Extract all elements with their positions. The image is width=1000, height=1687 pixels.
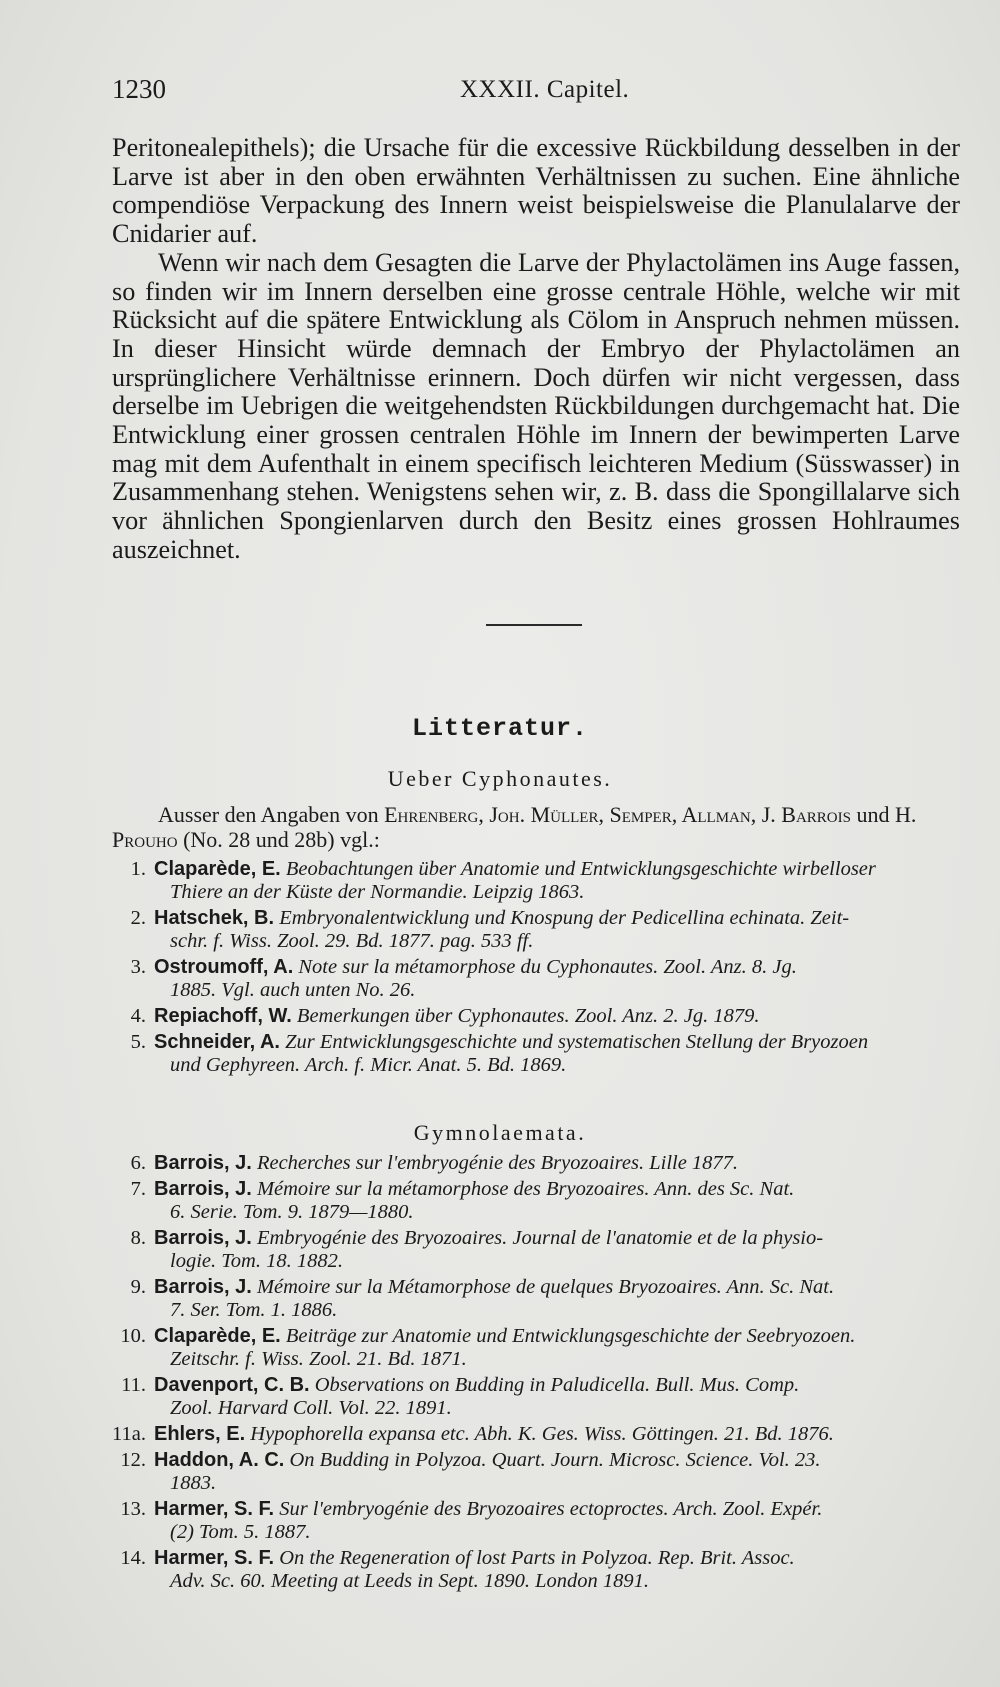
reference-continuation: 1883. — [170, 1472, 217, 1494]
chapter-title: XXXII. Capitel. — [460, 76, 630, 103]
reference-entry — [112, 1152, 960, 1175]
reference-title: Sur l'embryogénie des Bryozoaires ectoproctes. Arch. Zool. Expér. — [279, 1498, 823, 1520]
reference-author: Repiachoff, W. — [154, 1005, 292, 1027]
reference-continuation: 7. Ser. Tom. 1. 1886. — [170, 1299, 338, 1321]
reference-continuation: 1885. Vgl. auch unten No. 26. — [170, 979, 416, 1001]
reference-entry — [112, 1449, 960, 1495]
intro-name-2: H. Prouho — [112, 802, 917, 852]
reference-title: Mémoire sur la Métamorphose de quelques Bryozoaires. Ann. Sc. Nat. — [256, 1276, 835, 1298]
reference-author: Davenport, C. B. — [154, 1374, 310, 1396]
reference-title: Embryogénie des Bryozoaires. Journal de l'anatomie et de la physio- — [256, 1227, 824, 1249]
reference-author: Claparède, E. — [154, 858, 281, 880]
reference-author: Harmer, S. F. — [154, 1547, 275, 1569]
reference-body — [154, 1498, 960, 1544]
reference-number: 14. — [120, 1547, 146, 1569]
reference-entry — [112, 1031, 960, 1077]
reference-title: Bemerkungen über Cyphonautes. Zool. Anz. 2. Jg. 1879. — [296, 1005, 760, 1027]
reference-number: 11a. — [112, 1423, 146, 1445]
reference-author: Haddon, A. C. — [154, 1449, 285, 1471]
intro-text-3: (No. 28 und 28b) vgl.: — [183, 827, 380, 852]
reference-body — [154, 1547, 960, 1593]
reference-title: Mémoire sur la métamorphose des Bryozoaires. Ann. des Sc. Nat. — [256, 1178, 795, 1200]
reference-body — [154, 1374, 960, 1420]
reference-title: On the Regeneration of lost Parts in Polyzoa. Rep. Brit. Assoc. — [279, 1547, 795, 1569]
paragraph-1: Peritonealepithels); die Ursache für die excessive Rückbildung desselben in der Larve ist aber in den oben erwähnten Verhältnissen zu suchen. Eine ähnliche compendiöse Verpackung des Innern weist beispielsweise die Planulalarve der Cnidarier auf. — [112, 133, 960, 249]
reference-entry — [112, 1423, 960, 1446]
reference-number: 3. — [130, 956, 146, 978]
intro-text-1: Ausser den Angaben von — [158, 802, 379, 827]
reference-author: Ehlers, E. — [154, 1423, 246, 1445]
reference-entry — [112, 1276, 960, 1322]
reference-body — [154, 1325, 960, 1371]
reference-body — [154, 1276, 960, 1322]
reference-continuation: Thiere an der Küste der Normandie. Leipzig 1863. — [170, 881, 585, 903]
reference-author: Ostroumoff, A. — [154, 956, 294, 978]
reference-entry — [112, 907, 960, 953]
intro-text-2: und — [856, 802, 890, 827]
literature-heading: Litteratur. — [411, 714, 589, 743]
reference-body — [154, 1031, 960, 1077]
reference-number: 6. — [130, 1152, 146, 1174]
reference-entry — [112, 1547, 960, 1593]
reference-title: Hypophorella expansa etc. Abh. K. Ges. Wiss. Göttingen. 21. Bd. 1876. — [250, 1423, 834, 1445]
reference-entry — [112, 1178, 960, 1224]
section-divider — [486, 624, 582, 626]
reference-author: Claparède, E. — [154, 1325, 281, 1347]
reference-list-cyphonautes — [112, 858, 960, 1080]
reference-title: Beobachtungen über Anatomie und Entwicklungsgeschichte wirbelloser — [285, 858, 876, 880]
reference-number: 12. — [120, 1449, 146, 1471]
reference-entry — [112, 1325, 960, 1371]
reference-entry — [112, 858, 960, 904]
reference-continuation: schr. f. Wiss. Zool. 29. Bd. 1877. pag. 533 ff. — [170, 930, 534, 952]
running-head — [112, 74, 948, 114]
reference-entry — [112, 1498, 960, 1544]
reference-number: 5. — [130, 1031, 146, 1053]
reference-number: 1. — [130, 858, 146, 880]
reference-title: Beiträge zur Anatomie und Entwicklungsgeschichte der Seebryozoen. — [285, 1325, 856, 1347]
reference-title: Recherches sur l'embryogénie des Bryozoaires. Lille 1877. — [256, 1152, 739, 1174]
reference-body — [154, 1227, 960, 1273]
reference-title: Observations on Budding in Paludicella. Bull. Mus. Comp. — [314, 1374, 800, 1396]
reference-number: 10. — [120, 1325, 146, 1347]
reference-title: Zur Entwicklungsgeschichte und systematischen Stellung der Bryozoen — [285, 1031, 869, 1053]
paragraph-2: Wenn wir nach dem Gesagten die Larve der Phylactolämen ins Auge fassen, so finden wir im Innern derselben eine grosse centrale Höhle, welche wir mit Rücksicht auf die spätere Entwicklung als Cölom in Anspruch nehmen müssen. In dieser Hinsicht würde demnach der Embryo der Phylactolämen an ursprünglichere Verhältnisse erinnern. Doch dürfen wir nicht vergessen, dass derselbe im Uebrigen die weitgehendsten Rückbildungen durchgemacht hat. Die Entwicklung einer grossen centralen Höhle im Innern der bewimperten Larve mag mit dem Aufenthalt in einem specifisch leichteren Medium (Süsswasser) in Zusammenhang stehen. Wenigstens sehen wir, z. B. dass die Spongillalarve sich vor ähnlichen Spongienlarven durch den Besitz eines grossen Hohlraumes auszeichnet. — [112, 247, 960, 564]
page-number: 1230 — [112, 74, 166, 104]
reference-entry — [112, 956, 960, 1002]
reference-entry — [112, 1374, 960, 1420]
reference-number: 11. — [121, 1374, 146, 1396]
reference-body — [154, 1005, 960, 1028]
reference-body — [154, 1178, 960, 1224]
reference-number: 4. — [130, 1005, 146, 1027]
literature-intro — [112, 802, 960, 852]
reference-body — [154, 1449, 960, 1495]
reference-body — [154, 1423, 960, 1446]
reference-list-gymnolaemata — [112, 1152, 960, 1596]
reference-continuation: Adv. Sc. 60. Meeting at Leeds in Sept. 1890. London 1891. — [170, 1570, 650, 1592]
reference-entry — [112, 1005, 960, 1028]
reference-author: Barrois, J. — [154, 1227, 252, 1249]
reference-author: Barrois, J. — [154, 1152, 252, 1174]
reference-number: 2. — [130, 907, 146, 929]
reference-body — [154, 956, 960, 1002]
body-text — [112, 134, 960, 565]
reference-number: 7. — [130, 1178, 146, 1200]
reference-number: 9. — [130, 1276, 146, 1298]
reference-entry — [112, 1227, 960, 1273]
reference-continuation: Zeitschr. f. Wiss. Zool. 21. Bd. 1871. — [170, 1348, 467, 1370]
reference-author: Schneider, A. — [154, 1031, 280, 1053]
reference-continuation: (2) Tom. 5. 1887. — [170, 1521, 311, 1543]
reference-author: Barrois, J. — [154, 1276, 252, 1298]
intro-names: Ehrenberg, Joh. Müller, Semper, Allman, J. Barrois — [384, 802, 851, 827]
reference-title: Note sur la métamorphose du Cyphonautes. Zool. Anz. 8. Jg. — [298, 956, 797, 978]
reference-title: Embryonalentwicklung und Knospung der Pedicellina echinata. Zeit- — [279, 907, 850, 929]
reference-number: 8. — [130, 1227, 146, 1249]
reference-body — [154, 858, 960, 904]
reference-author: Hatschek, B. — [154, 907, 275, 929]
reference-continuation: und Gephyreen. Arch. f. Micr. Anat. 5. Bd. 1869. — [170, 1054, 567, 1076]
reference-title: On Budding in Polyzoa. Quart. Journ. Microsc. Science. Vol. 23. — [289, 1449, 821, 1471]
section-heading-gymnolaemata: Gymnolaemata. — [413, 1120, 587, 1145]
reference-author: Barrois, J. — [154, 1178, 252, 1200]
reference-number: 13. — [120, 1498, 146, 1520]
reference-body — [154, 1152, 960, 1175]
reference-author: Harmer, S. F. — [154, 1498, 275, 1520]
reference-body — [154, 907, 960, 953]
reference-continuation: Zool. Harvard Coll. Vol. 22. 1891. — [170, 1397, 452, 1419]
reference-continuation: 6. Serie. Tom. 9. 1879—1880. — [170, 1201, 414, 1223]
reference-continuation: logie. Tom. 18. 1882. — [170, 1250, 343, 1272]
section-heading-cyphonautes: Ueber Cyphonautes. — [387, 766, 613, 791]
